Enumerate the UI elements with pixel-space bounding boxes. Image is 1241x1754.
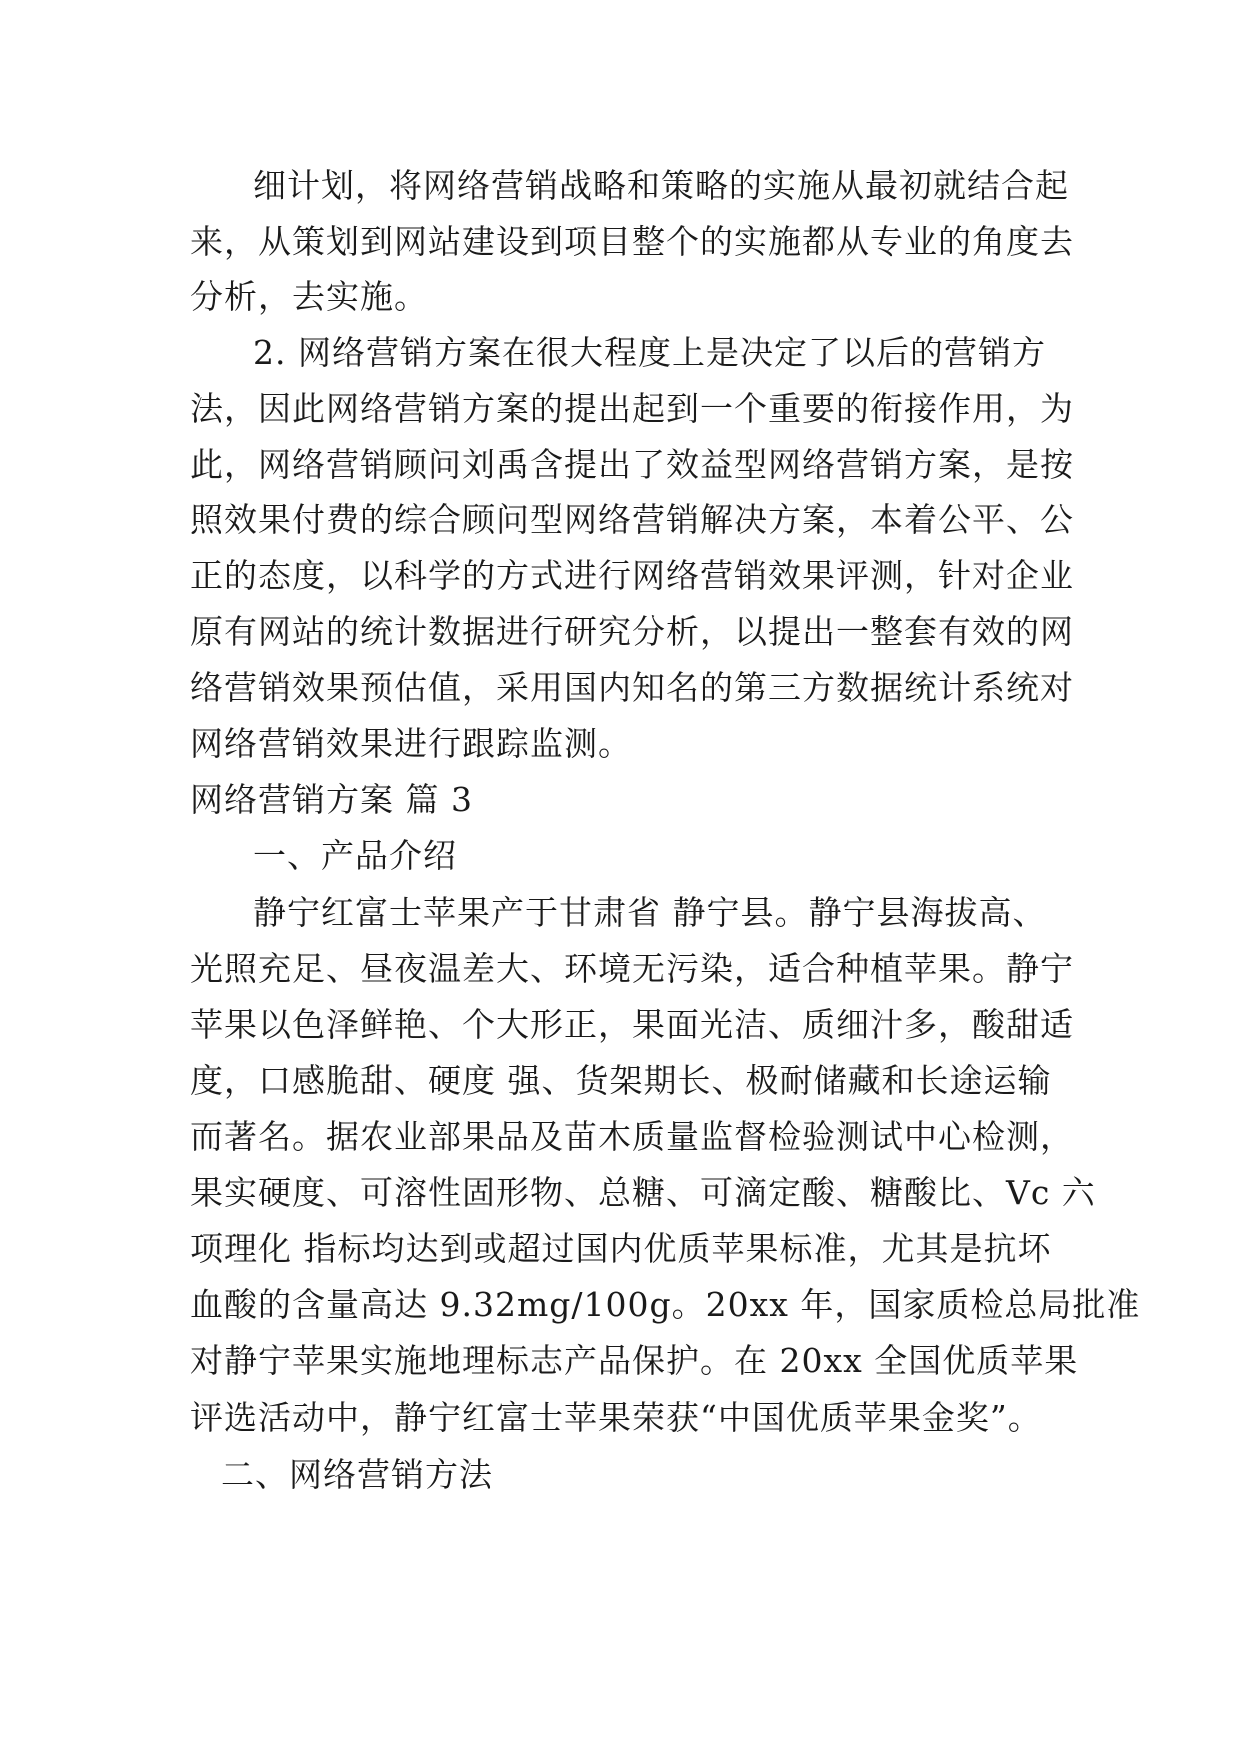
paragraph-line: 而著名。据农业部果品及苗木质量监督检验测试中心检测， bbox=[190, 1117, 1074, 1156]
paragraph-line: 络营销效果预估值，采用国内知名的第三方数据统计系统对 bbox=[190, 668, 1074, 707]
paragraph-line: 苹果以色泽鲜艳、个大形正，果面光洁、质细汁多，酸甜适 bbox=[190, 1005, 1074, 1044]
paragraph-line: 度，口感脆甜、硬度 强、货架期长、极耐储藏和长途运输 bbox=[190, 1061, 1052, 1100]
paragraph-line: 2. 网络营销方案在很大程度上是决定了以后的营销方 bbox=[253, 333, 1046, 372]
paragraph-line: 果实硬度、可溶性固形物、总糖、可滴定酸、糖酸比、Vc 六 bbox=[190, 1173, 1096, 1212]
paragraph-line: 此，网络营销顾问刘禹含提出了效益型网络营销方案，是按 bbox=[190, 445, 1074, 484]
paragraph-line: 网络营销效果进行跟踪监测。 bbox=[190, 724, 632, 763]
paragraph-line: 原有网站的统计数据进行研究分析，以提出一整套有效的网 bbox=[190, 612, 1074, 651]
paragraph-line: 法，因此网络营销方案的提出起到一个重要的衔接作用，为 bbox=[190, 389, 1074, 428]
subsection-heading: 二、网络营销方法 bbox=[221, 1455, 493, 1494]
paragraph-line: 分析，去实施。 bbox=[190, 277, 428, 316]
paragraph-line: 评选活动中，静宁红富士苹果荣获“中国优质苹果金奖”。 bbox=[190, 1398, 1042, 1437]
paragraph-line: 项理化 指标均达到或超过国内优质苹果标准，尤其是抗坏 bbox=[190, 1229, 1052, 1268]
paragraph-line: 血酸的含量高达 9.32mg/100g。20xx 年，国家质检总局批准 bbox=[190, 1285, 1141, 1324]
subsection-heading: 一、产品介绍 bbox=[253, 836, 457, 875]
section-heading: 网络营销方案 篇 3 bbox=[190, 780, 473, 819]
paragraph-line: 细计划，将网络营销战略和策略的实施从最初就结合起 bbox=[253, 166, 1069, 205]
paragraph-line: 对静宁苹果实施地理标志产品保护。在 20xx 全国优质苹果 bbox=[190, 1341, 1079, 1380]
paragraph-line: 来，从策划到网站建设到项目整个的实施都从专业的角度去 bbox=[190, 222, 1074, 261]
paragraph-line: 正的态度，以科学的方式进行网络营销效果评测，针对企业 bbox=[190, 556, 1074, 595]
paragraph-line: 光照充足、昼夜温差大、环境无污染，适合种植苹果。静宁 bbox=[190, 949, 1074, 988]
paragraph-line: 静宁红富士苹果产于甘肃省 静宁县。静宁县海拔高、 bbox=[253, 893, 1047, 932]
paragraph-line: 照效果付费的综合顾问型网络营销解决方案，本着公平、公 bbox=[190, 500, 1074, 539]
